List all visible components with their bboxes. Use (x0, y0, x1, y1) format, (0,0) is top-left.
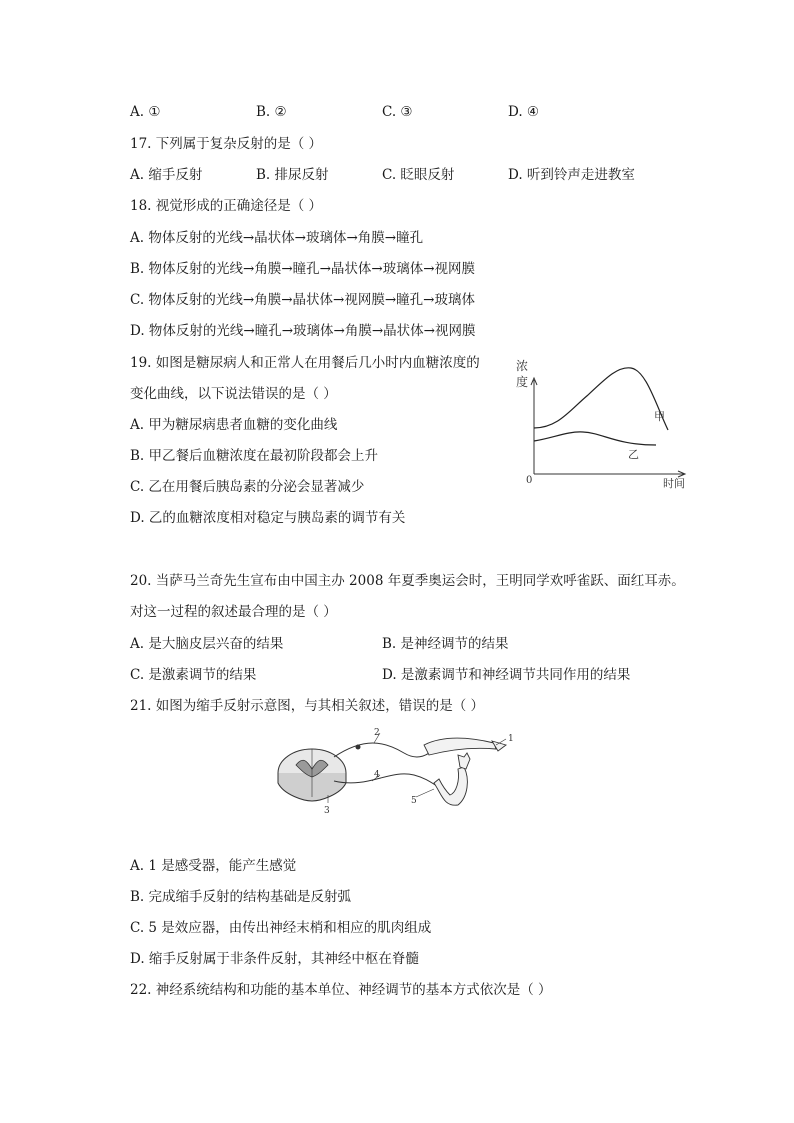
q20-stem-line2: 对这一过程的叙述最合理的是（ ） (130, 604, 337, 620)
q21-label-3: 3 (324, 806, 330, 816)
q21-ganglion (356, 745, 361, 750)
q19-option-d: D. 乙的血糖浓度相对稳定与胰岛素的调节有关 (130, 510, 406, 526)
q21-option-d: D. 缩手反射属于非条件反射，其神经中枢在脊髓 (130, 951, 419, 967)
q17-stem: 17. 下列属于复杂反射的是（ ） (130, 136, 323, 152)
q21-reflex-arc-figure (274, 725, 524, 825)
q21-hand-lower (458, 753, 470, 769)
q19-stem-line2: 变化曲线，以下说法错误的是（ ） (130, 386, 337, 402)
q19-option-a: A. 甲为糖尿病患者血糖的变化曲线 (130, 417, 338, 433)
q16-option-b: B. ② (256, 104, 287, 120)
q18-option-d: D. 物体反射的光线→瞳孔→玻璃体→角膜→晶状体→视网膜 (130, 323, 476, 339)
q20-option-d: D. 是激素调节和神经调节共同作用的结果 (382, 667, 631, 683)
q18-stem: 18. 视觉形成的正确途径是（ ） (130, 198, 323, 214)
q21-option-c: C. 5 是效应器，由传出神经末梢和相应的肌肉组成 (130, 920, 432, 936)
q16-option-a: A. ① (130, 104, 161, 120)
q19-blood-sugar-figure (508, 350, 693, 490)
q16-option-c: C. ③ (382, 104, 413, 120)
q19-ylabel-2: 度 (516, 375, 529, 389)
q21-label-4: 4 (374, 770, 380, 780)
q21-label-5: 5 (411, 796, 417, 806)
q21-efferent-nerve (334, 774, 442, 789)
q21-arm-upper (424, 738, 496, 755)
q21-option-a: A. 1 是感受器，能产生感觉 (130, 858, 297, 874)
q21-label-1: 1 (508, 734, 514, 744)
q19-ylabel-1: 浓 (516, 359, 529, 373)
q18-option-a: A. 物体反射的光线→晶状体→玻璃体→角膜→瞳孔 (130, 230, 424, 246)
q21-stem: 21. 如图为缩手反射示意图，与其相关叙述，错误的是（ ） (130, 698, 485, 714)
q17-option-d: D. 听到铃声走进教室 (508, 167, 635, 183)
q21-label-2: 2 (374, 728, 380, 738)
q19-label-jia: 甲 (654, 410, 665, 423)
q19-origin: 0 (526, 475, 533, 486)
q20-option-b: B. 是神经调节的结果 (382, 636, 509, 652)
q19-option-c: C. 乙在用餐后胰岛素的分泌会显著减少 (130, 479, 365, 495)
q19-label-yi: 乙 (628, 448, 639, 461)
q17-option-c: C. 眨眼反射 (382, 167, 455, 183)
q21-leader-5 (416, 789, 434, 797)
q19-option-b: B. 甲乙餐后血糖浓度在最初阶段都会上升 (130, 448, 379, 464)
q17-option-a: A. 缩手反射 (130, 167, 203, 183)
q21-option-b: B. 完成缩手反射的结构基础是反射弧 (130, 889, 352, 905)
q18-option-b: B. 物体反射的光线→角膜→瞳孔→晶状体→玻璃体→视网膜 (130, 261, 476, 277)
q20-option-a: A. 是大脑皮层兴奋的结果 (130, 636, 284, 652)
q18-option-c: C. 物体反射的光线→角膜→晶状体→视网膜→瞳孔→玻璃体 (130, 292, 475, 308)
q19-stem-line1: 19. 如图是糖尿病人和正常人在用餐后几小时内血糖浓度的 (130, 355, 480, 371)
q22-stem: 22. 神经系统结构和功能的基本单位、神经调节的基本方式依次是（ ） (130, 982, 552, 998)
q17-option-b: B. 排尿反射 (256, 167, 329, 183)
q19-curve-yi (534, 432, 656, 445)
q20-stem-line1: 20. 当萨马兰奇先生宣布由中国主办 2008 年夏季奥运会时，王明同学欢呼雀跃、面红耳赤。 (130, 573, 685, 589)
q20-option-c: C. 是激素调节的结果 (130, 667, 257, 683)
q21-arm-lower (434, 767, 467, 805)
q16-option-d: D. ④ (508, 104, 540, 120)
q19-xlabel: 时间 (663, 477, 685, 490)
q19-curve-jia (534, 368, 668, 430)
